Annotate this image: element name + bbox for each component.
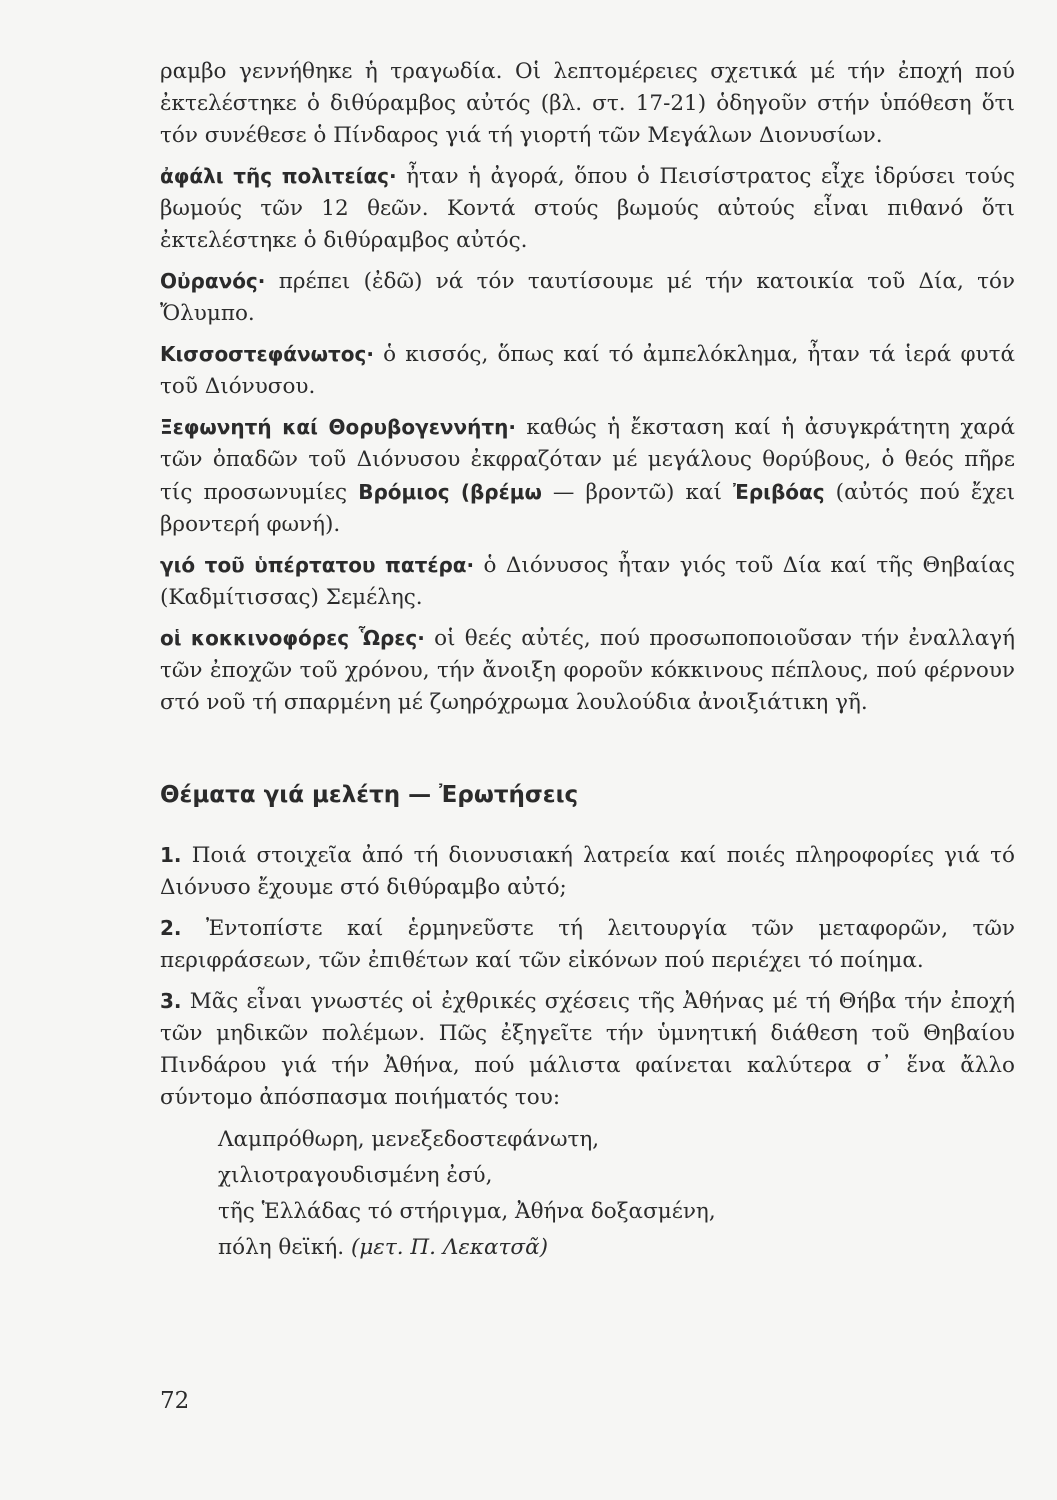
- page-text: [160, 56, 1015, 1266]
- gloss-definition: ἦταν ἡ ἀγορά, ὅπου ὁ Πεισίστρατος εἶχε ἱδρύσει τούς βωμούς τῶν 12 θεῶν. Κοντά στούς βωμούς αὐτούς εἶναι πιθανό ὅτι ἐκτελέστηκε ὁ διθύραμβος αὐτός.: [160, 164, 1016, 253]
- gloss-term: Κισσοστεφάνωτος·: [160, 342, 375, 366]
- gloss-entry: [160, 622, 1015, 719]
- gloss-term: οἱ κοκκινοφόρες Ὧρες·: [160, 626, 425, 650]
- page-number: 72: [160, 1388, 190, 1414]
- question-text: Μᾶς εἶναι γνωστές οἱ ἐχθρικές σχέσεις τῆς Ἀθήνας μέ τή Θήβα τήν ἐποχή τῶν μηδικῶν πολέμων. Πῶς ἐξηγεῖτε τήν ὑμνητική διάθεση τοῦ Θηβαίου Πινδάρου γιά τήν Ἀθήνα, πού μάλιστα φαίνεται καλύτερα σ᾽ ἕνα ἄλλο σύντομο ἀπόσπασμα ποιήματός του:: [160, 989, 1015, 1110]
- gloss-bold-word: Ἐριβόας: [733, 480, 825, 504]
- gloss-term: Ξεφωνητή καί Θορυβογεννήτη·: [160, 415, 516, 439]
- question: [160, 985, 1015, 1114]
- gloss-definition: πρέπει (ἐδῶ) νά τόν ταυτίσουμε μέ τήν κατοικία τοῦ Δία, τόν Ὄλυμπο.: [160, 269, 1015, 326]
- gloss-entry: [160, 265, 1015, 330]
- question: [160, 912, 1015, 977]
- translator-credit: (μετ. Π. Λεκατσᾶ): [350, 1235, 548, 1260]
- gloss-term: ἀφάλι τῆς πολιτείας·: [160, 164, 397, 188]
- gloss-bold-word: Βρόμιος (βρέμω: [358, 480, 542, 504]
- question-number: 1.: [160, 843, 182, 867]
- question-number: 3.: [160, 989, 182, 1013]
- gloss-definition: ὁ Διόνυσος ἦταν γιός τοῦ Δία καί τῆς Θηβαίας (Καδμίτισσας) Σεμέλης.: [160, 553, 1015, 610]
- poem-line: τῆς Ἑλλάδας τό στήριγμα, Ἀθήνα δοξασμένη,: [218, 1199, 716, 1224]
- gloss-entry: [160, 549, 1015, 614]
- gloss-text: (αὐτός πού ἔχει βροντερή φωνή).: [160, 480, 1016, 537]
- gloss-entry: [160, 160, 1015, 257]
- question-text: Ἐντοπίστε καί ἑρμηνεῦστε τή λειτουργία τῶν μεταφορῶν, τῶν περιφράσεων, τῶν ἐπιθέτων καί τῶν εἰκόνων πού περιέχει τό ποίημα.: [160, 916, 1015, 973]
- gloss-entry: [160, 411, 1015, 541]
- poem-line: Λαμπρόθωρη, μενεξεδοστεφάνωτη,: [218, 1127, 600, 1152]
- poem-excerpt: [218, 1122, 1015, 1266]
- gloss-term: γιό τοῦ ὑπέρτατου πατέρα·: [160, 553, 475, 577]
- question-text: Ποιά στοιχεῖα ἀπό τή διονυσιακή λατρεία καί ποιές πληροφορίες γιά τό Διόνυσο ἔχουμε στό διθύραμβο αὐτό;: [160, 843, 1015, 900]
- gloss-definition: καθώς ἡ ἔκσταση καί ἡ ἀσυγκράτητη χαρά τῶν ὀπαδῶν τοῦ Διόνυσου ἐκφραζόταν μέ μεγάλους θορύβους, ὁ θεός πῆρε τίς προσωνυμίες: [160, 415, 1015, 505]
- poem-line: χιλιοτραγουδισμένη ἐσύ,: [218, 1163, 493, 1188]
- question-number: 2.: [160, 916, 182, 940]
- gloss-entry: [160, 338, 1015, 403]
- question: [160, 839, 1015, 904]
- gloss-definition: ὁ κισσός, ὅπως καί τό ἀμπελόκλημα, ἦταν τά ἱερά φυτά τοῦ Διόνυσου.: [160, 342, 1015, 399]
- poem-line: [218, 1230, 1015, 1266]
- gloss-definition: οἱ θεές αὐτές, πού προσωποποιοῦσαν τήν ἐναλλαγή τῶν ἐποχῶν τοῦ χρόνου, τήν ἄνοιξη φοροῦν κόκκινους πέπλους, πού φέρνουν στό νοῦ τή σπαρμένη μέ ζωηρόχρωμα λουλούδια ἀνοιξιάτικη γῆ.: [160, 626, 1015, 715]
- gloss-term: Οὐρανός·: [160, 269, 266, 293]
- section-heading: Θέματα γιά μελέτη — Ἐρωτήσεις: [160, 782, 579, 808]
- intro-paragraph: ραμβο γεννήθηκε ἡ τραγωδία. Οἱ λεπτομέρειες σχετικά μέ τήν ἐποχή πού ἐκτελέστηκε ὁ διθύραμβος αὐτός (βλ. στ. 17-21) ὁδηγοῦν στήν ὑπόθεση ὅτι τόν συνέθεσε ὁ Πίνδαρος γιά τή γιορτή τῶν Μεγάλων Διονυσίων.: [160, 59, 1015, 148]
- gloss-text: — βροντῶ) καί: [541, 480, 733, 505]
- poem-line-text: πόλη θεϊκή.: [218, 1235, 345, 1260]
